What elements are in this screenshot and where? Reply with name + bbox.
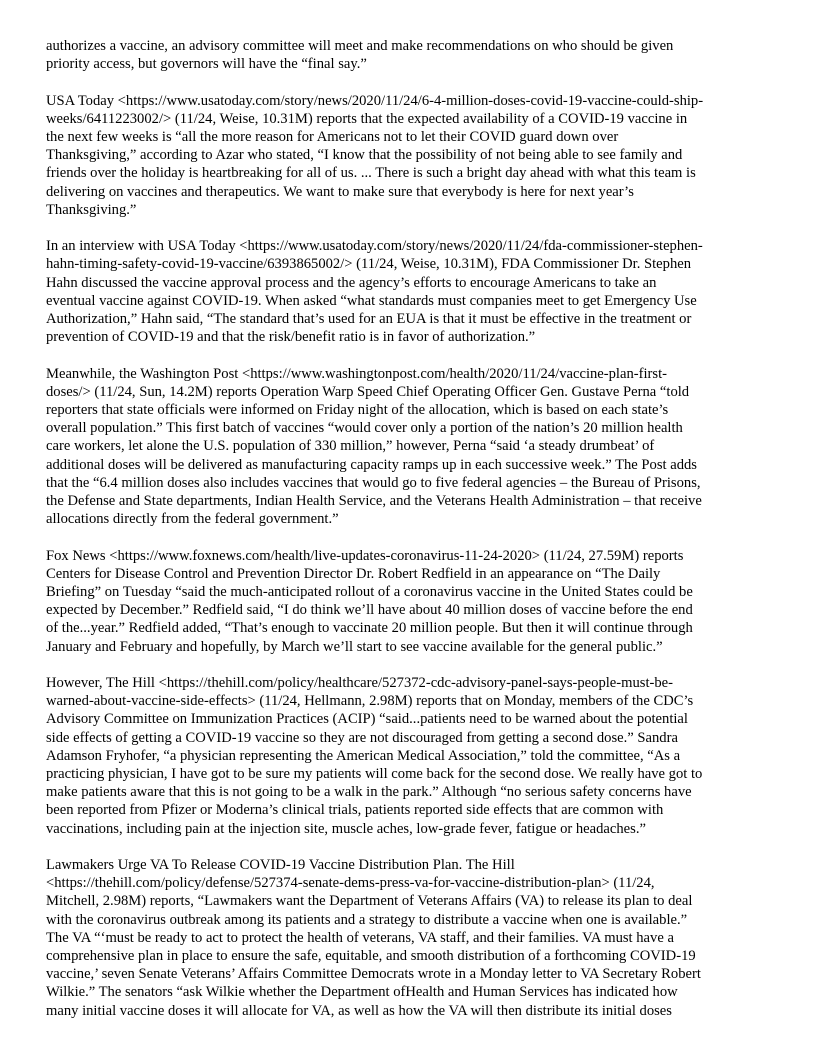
paragraph-priority-access: authorizes a vaccine, an advisory committee will meet and make recommendations on who should be given priority access, but governors will have the “final say.” (46, 38, 674, 73)
paragraph-washington-post: Meanwhile, the Washington Post <https://www.washingtonpost.com/health/2020/11/24/vaccine-plan-first- doses/> (11/24, Sun, 14.2M) reports Operation Warp Speed Chief Operating Officer Gen. Gustave Perna “told reporters that state officials were informed on Friday night of the allocation, which is based on each state’s overall population.” This first batch of vaccines “would cover only a portion of the nation’s 20 million health care workers, let alone the U.S. population of 330 million,” however, Perna “said ‘a steady drumbeat’ of additional doses will be delivered as manufacturing capacity ramps up in each successive week.” The Post adds that the “6.4 million doses also includes vaccines that would go to five federal agencies – the Bureau of Prisons, the Defense and State departments, Indian Health Service, and the Veterans Health Administration – that receive allocations directly from the federal government.” (46, 365, 702, 528)
paragraph-the-hill-acip: However, The Hill <https://thehill.com/policy/healthcare/527372-cdc-advisory-panel-says-people-must-be- warned-about-vaccine-side-effects> (11/24, Hellmann, 2.98M) reports that on Monday, members of the CDC’s Advisory Committee on Immunization Practices (ACIP) “said...patients need to be warned about the potential side effects of getting a COVID-19 vaccine so they are not discouraged from getting a second dose.” Sandra Adamson Fryhofer, “a physician representing the American Medical Association,” told the committee, “As a practicing physician, I have got to be sure my patients will come back for the second dose. We really have got to make patients aware that this is not going to be a walk in the park.” Although “no serious safety concerns have been reported from Pfizer or Moderna’s clinical trials, patients reported side effects that are common with vaccinations, including pain at the injection site, muscle aches, low-grade fever, fatigue or headaches.” (46, 675, 703, 837)
paragraph-hahn-interview: In an interview with USA Today <https://www.usatoday.com/story/news/2020/11/24/fda-commissioner-stephen- hahn-timing-safety-covid-19-vaccine/6393865002/> (11/24, Weise, 10.31M), FDA Commissioner Dr. Stephen Hahn discussed the vaccine approval process and the agency’s efforts to encourage Americans to take an eventual vaccine against COVID-19. When asked “what standards must companies meet to get Emergency Use Authorization,” Hahn said, “The standard that’s used for an EUA is that it must be effective in the treatment or prevention of COVID-19 and that the risk/benefit ratio is in favor of authorization.” (46, 238, 703, 346)
paragraph-fox-news: Fox News <https://www.foxnews.com/health/live-updates-coronavirus-11-24-2020> (11/24, 27.59M) reports Centers for Disease Control and Prevention Director Dr. Robert Redfield in an appearance on “The Daily Briefing” on Tuesday “said the much-anticipated rollout of a coronavirus vaccine in the United States could be expected by December.” Redfield said, “I do think we’ll have about 40 million doses of vaccine before the end of the...year.” Redfield added, “That’s enough to vaccinate 20 million people. But then it will continue through January and February and hopefully, by March we’ll start to see vaccine available for the general public.” (46, 547, 693, 655)
document-page (46, 37, 770, 1038)
paragraph-va-distribution-plan: Lawmakers Urge VA To Release COVID-19 Vaccine Distribution Plan. The Hill <https://thehill.com/policy/defense/527374-senate-dems-press-va-for-vaccine-distribution-plan> (11/24, Mitchell, 2.98M) reports, “Lawmakers want the Department of Veterans Affairs (VA) to release its plan to deal with the coronavirus outbreak among its patients and a strategy to distribute a vaccine when one is available.” The VA “‘must be ready to act to protect the health of veterans, VA staff, and their families. VA must have a comprehensive plan in place to ensure the safe, equitable, and smooth distribution of a forthcoming COVID-19 vaccine,’ seven Senate Veterans’ Affairs Committee Democrats wrote in a Monday letter to VA Secretary Robert Wilkie.” The senators “ask Wilkie whether the Department ofHealth and Human Services has indicated how many initial vaccine doses it will allocate for VA, as well as how the VA will then distribute its initial doses (46, 857, 701, 1019)
paragraph-usa-today-thanksgiving: USA Today <https://www.usatoday.com/story/news/2020/11/24/6-4-million-doses-covid-19-vaccine-could-ship- weeks/6411223002/> (11/24, Weise, 10.31M) reports that the expected availability of a COVID-19 vaccine in the next few weeks is “all the more reason for Americans not to let their COVID guard down over Thanksgiving,” according to Azar who stated, “I know that the possibility of not being able to see family and friends over the holiday is heartbreaking for all of us. ... There is such a bright day ahead with what this team is delivering on vaccines and therapeutics. We want to make sure that everybody is here for next year’s Thanksgiving.” (46, 92, 704, 218)
